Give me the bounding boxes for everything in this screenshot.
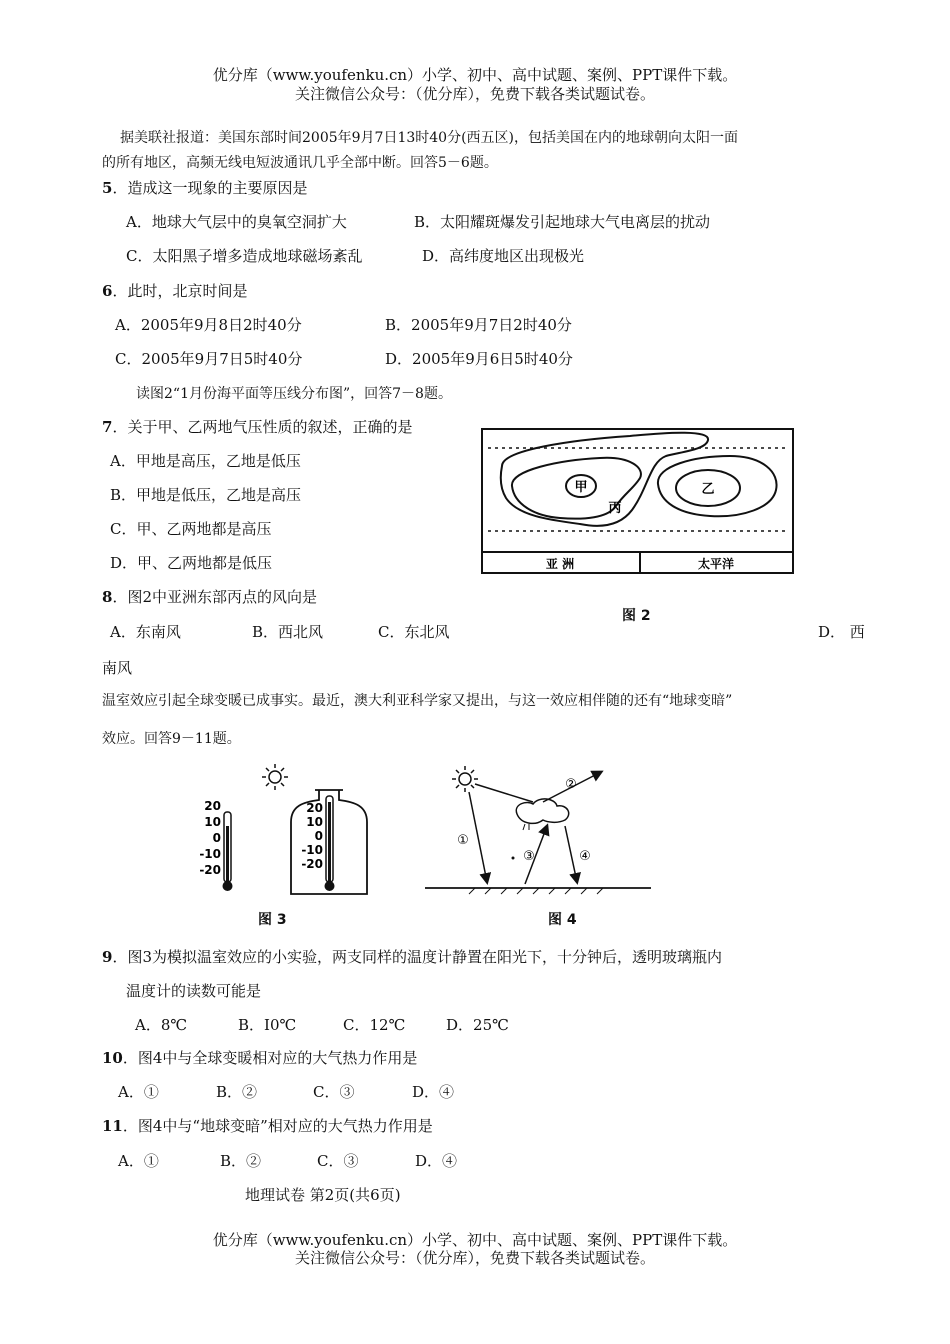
question-number: 8 <box>102 588 113 606</box>
scale-right-0: 0 <box>314 829 323 843</box>
scale-right-minus-20: -20 <box>301 857 323 871</box>
q8-option-d-part-1: D． 西 <box>818 623 865 641</box>
intro-paragraph-1-line-2: 的所有地区，高频无线电短波通讯几乎全部中断。回答5－6题。 <box>102 155 498 171</box>
question-10 <box>102 1047 417 1068</box>
q11-option-a: A．① <box>118 1152 159 1170</box>
q9-option-b: B．I0℃ <box>238 1016 297 1034</box>
cloud-icon <box>516 799 568 830</box>
q7-option-b: B．甲地是低压，乙地是高压 <box>110 486 302 504</box>
label-jia: 甲 <box>574 480 588 495</box>
q11-option-c: C．③ <box>317 1152 359 1170</box>
footer-line-2: 关注微信公众号：（优分库），免费下载各类试题试卷。 <box>294 1249 655 1267</box>
figure-2-caption: 图 2 <box>622 608 651 624</box>
scale-left-10: 10 <box>204 815 221 829</box>
figure-4-caption: 图 4 <box>548 912 577 928</box>
q8-option-a: A．东南风 <box>110 623 181 641</box>
question-7 <box>102 416 412 437</box>
thermometer-left <box>223 812 233 891</box>
q10-option-c: C．③ <box>313 1083 355 1101</box>
scale-left-0: 0 <box>212 831 221 845</box>
q5-option-a: A．地球大气层中的臭氧空洞扩大 <box>126 213 347 231</box>
scale-right-10: 10 <box>306 815 323 829</box>
arrow-1 <box>469 792 487 882</box>
scale-left-minus-20: -20 <box>199 863 221 877</box>
ground-hatching <box>469 888 603 894</box>
question-6 <box>102 280 247 301</box>
scale-left-minus-10: -10 <box>199 847 221 861</box>
label-4: ④ <box>579 849 591 864</box>
q9-option-d: D．25℃ <box>446 1016 509 1034</box>
scale-right-20: 20 <box>306 801 323 815</box>
label-yi: 乙 <box>701 482 715 497</box>
header-line-2: 关注微信公众号：（优分库），免费下载各类试题试卷。 <box>294 85 655 103</box>
question-number: 5 <box>102 179 113 197</box>
q5-option-d: D．高纬度地区出现极光 <box>422 247 585 265</box>
arrow-sun-to-cloud <box>475 784 533 802</box>
q6-option-c: C．2005年9月7日5时40分 <box>115 350 303 368</box>
q7-option-a: A．甲地是高压，乙地是低压 <box>110 452 301 470</box>
question-stem: ．图4中与全球变暖相对应的大气热力作用是 <box>122 1049 418 1067</box>
label-2: ② <box>565 777 577 792</box>
question-stem: ．此时，北京时间是 <box>112 282 248 300</box>
q7-option-d: D．甲、乙两地都是低压 <box>110 554 273 572</box>
label-3: ③ <box>523 849 535 864</box>
figure-3-caption: 图 3 <box>258 912 287 928</box>
page-number: 地理试卷 第2页(共6页) <box>245 1186 401 1204</box>
q8-option-d-part-2: 南风 <box>102 659 133 677</box>
arrow-4 <box>565 826 577 882</box>
question-9-stem-line-2: 温度计的读数可能是 <box>126 982 262 1000</box>
question-stem: ．关于甲、乙两地气压性质的叙述，正确的是 <box>112 418 413 436</box>
q9-option-a: A．8℃ <box>135 1016 188 1034</box>
question-stem: ．图4中与“地球变暗”相对应的大气热力作用是 <box>122 1117 433 1135</box>
q6-option-b: B．2005年9月7日2时40分 <box>385 316 572 334</box>
thermometer-right <box>325 796 335 891</box>
question-number: 10 <box>102 1049 123 1067</box>
question-number: 9 <box>102 948 113 966</box>
q11-option-b: B．② <box>220 1152 262 1170</box>
scale-right-minus-10: -10 <box>301 843 323 857</box>
label-bing: 丙 <box>608 501 622 516</box>
q10-option-a: A．① <box>118 1083 159 1101</box>
question-stem: ．图2中亚洲东部丙点的风向是 <box>112 588 317 606</box>
sun-icon <box>452 766 478 792</box>
figure-4-atmospheric-heat <box>425 762 655 902</box>
q5-option-b: B．太阳耀斑爆发引起地球大气电离层的扰动 <box>414 213 711 231</box>
footer-line-1: 优分库（www.youfenku.cn）小学、初中、高中试题、案例、PPT课件下载。 <box>212 1231 738 1249</box>
question-number: 6 <box>102 282 113 300</box>
figure-3-greenhouse-experiment <box>195 762 385 902</box>
q9-option-c: C．12℃ <box>343 1016 406 1034</box>
intro-paragraph-3-line-2: 效应。回答9－11题。 <box>102 731 241 747</box>
question-8 <box>102 586 317 607</box>
sun-icon <box>262 764 288 790</box>
question-number: 11 <box>102 1117 123 1135</box>
label-asia: 亚 洲 <box>545 557 575 571</box>
figure-2-isobar-map <box>480 428 796 578</box>
q7-option-c: C．甲、乙两地都是高压 <box>110 520 272 538</box>
intro-paragraph-1-line-1: 据美联社报道：美国东部时间2005年9月7日13时40分(西五区)，包括美国在内的地球朝向太阳一面 <box>120 130 738 146</box>
q10-option-d: D．④ <box>412 1083 455 1101</box>
intro-paragraph-2: 读图2“1月份海平面等压线分布图”，回答7－8题。 <box>136 386 452 402</box>
question-5 <box>102 177 307 198</box>
question-number: 7 <box>102 418 113 436</box>
label-pacific: 太平洋 <box>697 557 735 571</box>
label-1: ① <box>457 833 469 848</box>
scale-left-20: 20 <box>204 799 221 813</box>
question-stem: ．造成这一现象的主要原因是 <box>112 179 308 197</box>
intro-paragraph-3-line-1: 温室效应引起全球变暖已成事实。最近，澳大利亚科学家又提出，与这一效应相伴随的还有“地球变暗” <box>102 693 733 709</box>
question-11 <box>102 1115 433 1136</box>
q8-option-b: B．西北风 <box>252 623 324 641</box>
q8-option-c: C．东北风 <box>378 623 450 641</box>
q5-option-c: C．太阳黑子增多造成地球磁场紊乱 <box>126 247 363 265</box>
question-9 <box>102 946 722 967</box>
question-stem: ．图3为模拟温室效应的小实验，两支同样的温度计静置在阳光下，十分钟后，透明玻璃瓶内 <box>112 948 722 966</box>
q11-option-d: D．④ <box>415 1152 458 1170</box>
q6-option-d: D．2005年9月6日5时40分 <box>385 350 573 368</box>
q6-option-a: A．2005年9月8日2时40分 <box>115 316 302 334</box>
q10-option-b: B．② <box>216 1083 258 1101</box>
header-line-1: 优分库（www.youfenku.cn）小学、初中、高中试题、案例、PPT课件下载。 <box>212 66 738 84</box>
